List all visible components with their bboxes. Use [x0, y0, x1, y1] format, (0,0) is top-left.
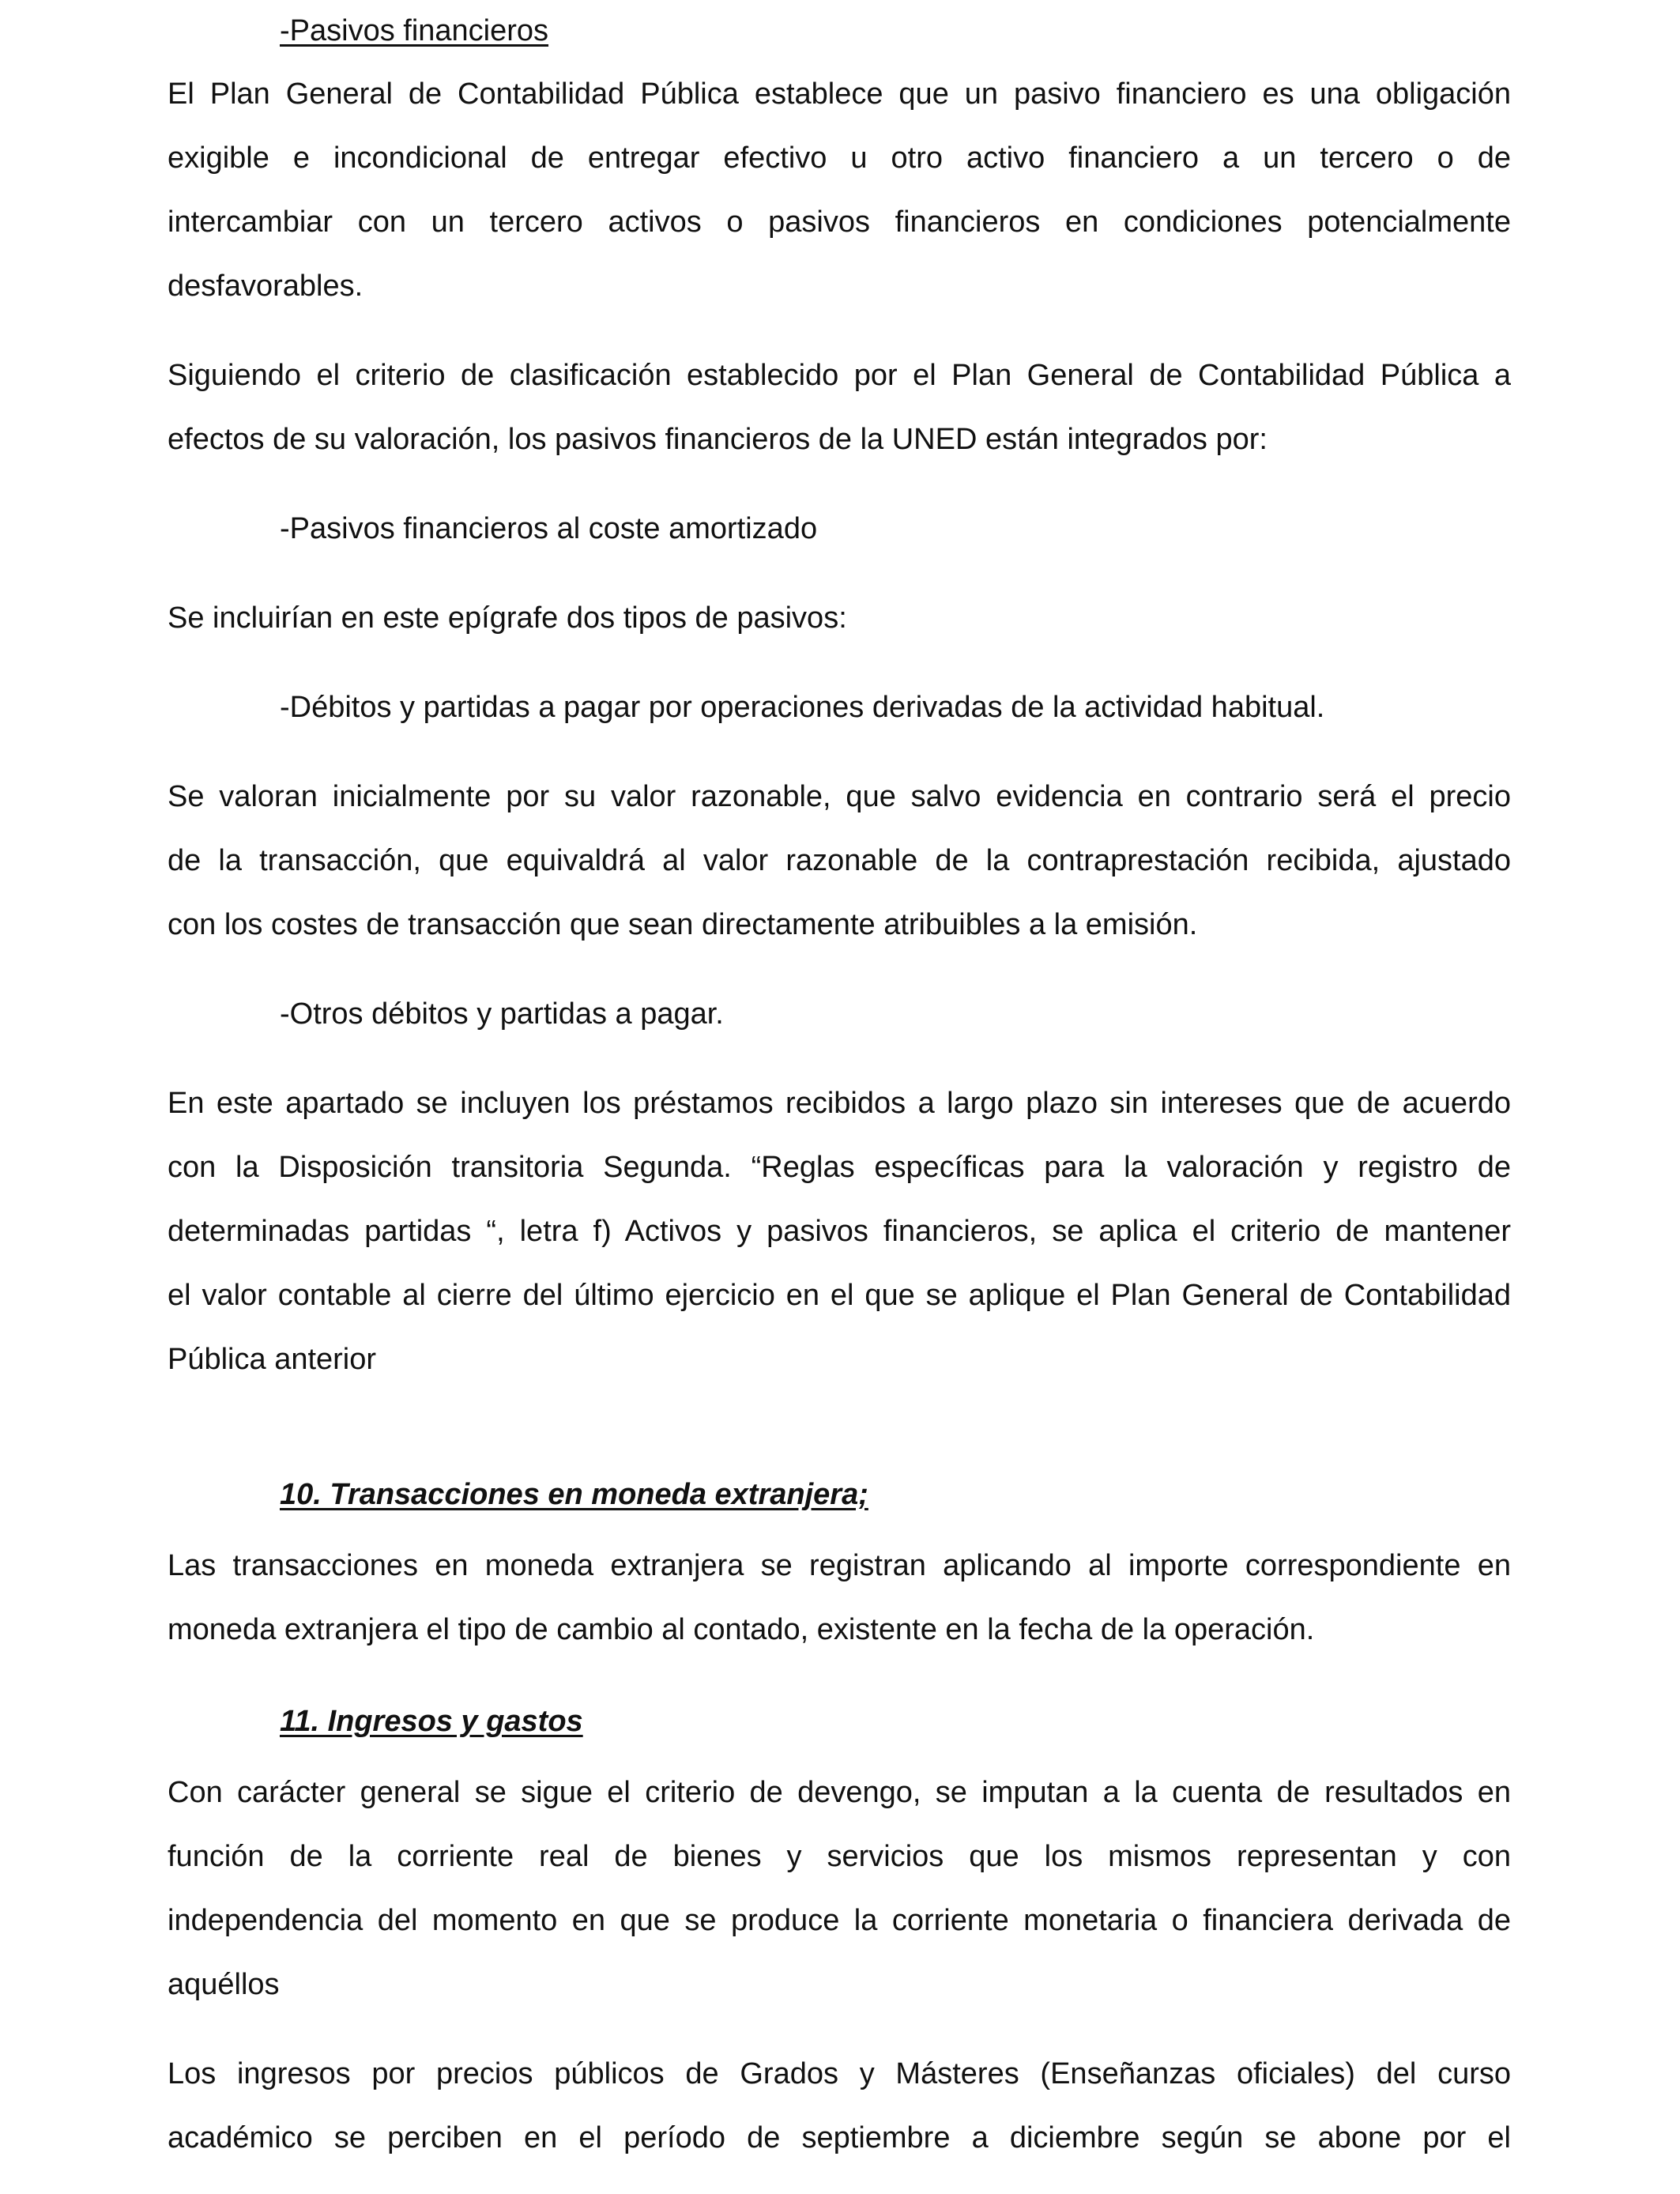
subsection-debitos: -Débitos y partidas a pagar por operaciones derivadas de la actividad habitual.	[280, 691, 1325, 724]
heading-ingresos-y-gastos: 11. Ingresos y gastos	[280, 1705, 583, 1738]
text-line: Las transacciones en moneda extranjera se registran aplicando al importe correspondiente en	[168, 1549, 1511, 1582]
text-line: El Plan General de Contabilidad Pública establece que un pasivo financiero es una obligación	[168, 77, 1511, 111]
text-line: con la Disposición transitoria Segunda. “Reglas específicas para la valoración y registro de	[168, 1151, 1511, 1184]
text-line: aquéllos	[168, 1968, 280, 2001]
text-line: Los ingresos por precios públicos de Grados y Másteres (Enseñanzas oficiales) del curso	[168, 2057, 1511, 2090]
text-line: Siguiendo el criterio de clasificación establecido por el Plan General de Contabilidad Pública a	[168, 359, 1511, 392]
text-line: independencia del momento en que se produce la corriente monetaria o financiera derivada de	[168, 1904, 1511, 1937]
text-line: con los costes de transacción que sean directamente atribuibles a la emisión.	[168, 908, 1198, 941]
heading-transacciones-moneda-extranjera: 10. Transacciones en moneda extranjera;	[280, 1478, 868, 1511]
text-line: función de la corriente real de bienes y servicios que los mismos representan y con	[168, 1840, 1511, 1873]
paragraph-tipos-pasivos: Se incluirían en este epígrafe dos tipos de pasivos:	[168, 601, 847, 635]
text-line: exigible e incondicional de entregar efectivo u otro activo financiero a un tercero o de	[168, 141, 1511, 175]
section-title-pasivos-financieros: -Pasivos financieros	[280, 14, 549, 47]
text-line: desfavorables.	[168, 270, 363, 303]
text-line: académico se perciben en el período de septiembre a diciembre según se abone por el	[168, 2121, 1511, 2154]
text-line: determinadas partidas “, letra f) Activos y pasivos financieros, se aplica el criterio de mantener	[168, 1215, 1511, 1248]
text-line: Pública anterior	[168, 1343, 377, 1376]
text-line: intercambiar con un tercero activos o pasivos financieros en condiciones potencialmente	[168, 205, 1511, 239]
text-line: de la transacción, que equivaldrá al valor razonable de la contraprestación recibida, ajustado	[168, 844, 1511, 877]
text-line: Se valoran inicialmente por su valor razonable, que salvo evidencia en contrario será el precio	[168, 780, 1511, 813]
text-line: el valor contable al cierre del último ejercicio en el que se aplique el Plan General de Contabilidad	[168, 1279, 1511, 1312]
text-line: Con carácter general se sigue el criterio de devengo, se imputan a la cuenta de resultados en	[168, 1776, 1511, 1809]
subsection-otros-debitos: -Otros débitos y partidas a pagar.	[280, 997, 724, 1031]
text-line: moneda extranjera el tipo de cambio al contado, existente en la fecha de la operación.	[168, 1613, 1315, 1646]
text-line: efectos de su valoración, los pasivos financieros de la UNED están integrados por:	[168, 423, 1268, 456]
subsection-coste-amortizado: -Pasivos financieros al coste amortizado	[280, 512, 818, 545]
text-line: En este apartado se incluyen los préstamos recibidos a largo plazo sin intereses que de acuerdo	[168, 1087, 1511, 1120]
